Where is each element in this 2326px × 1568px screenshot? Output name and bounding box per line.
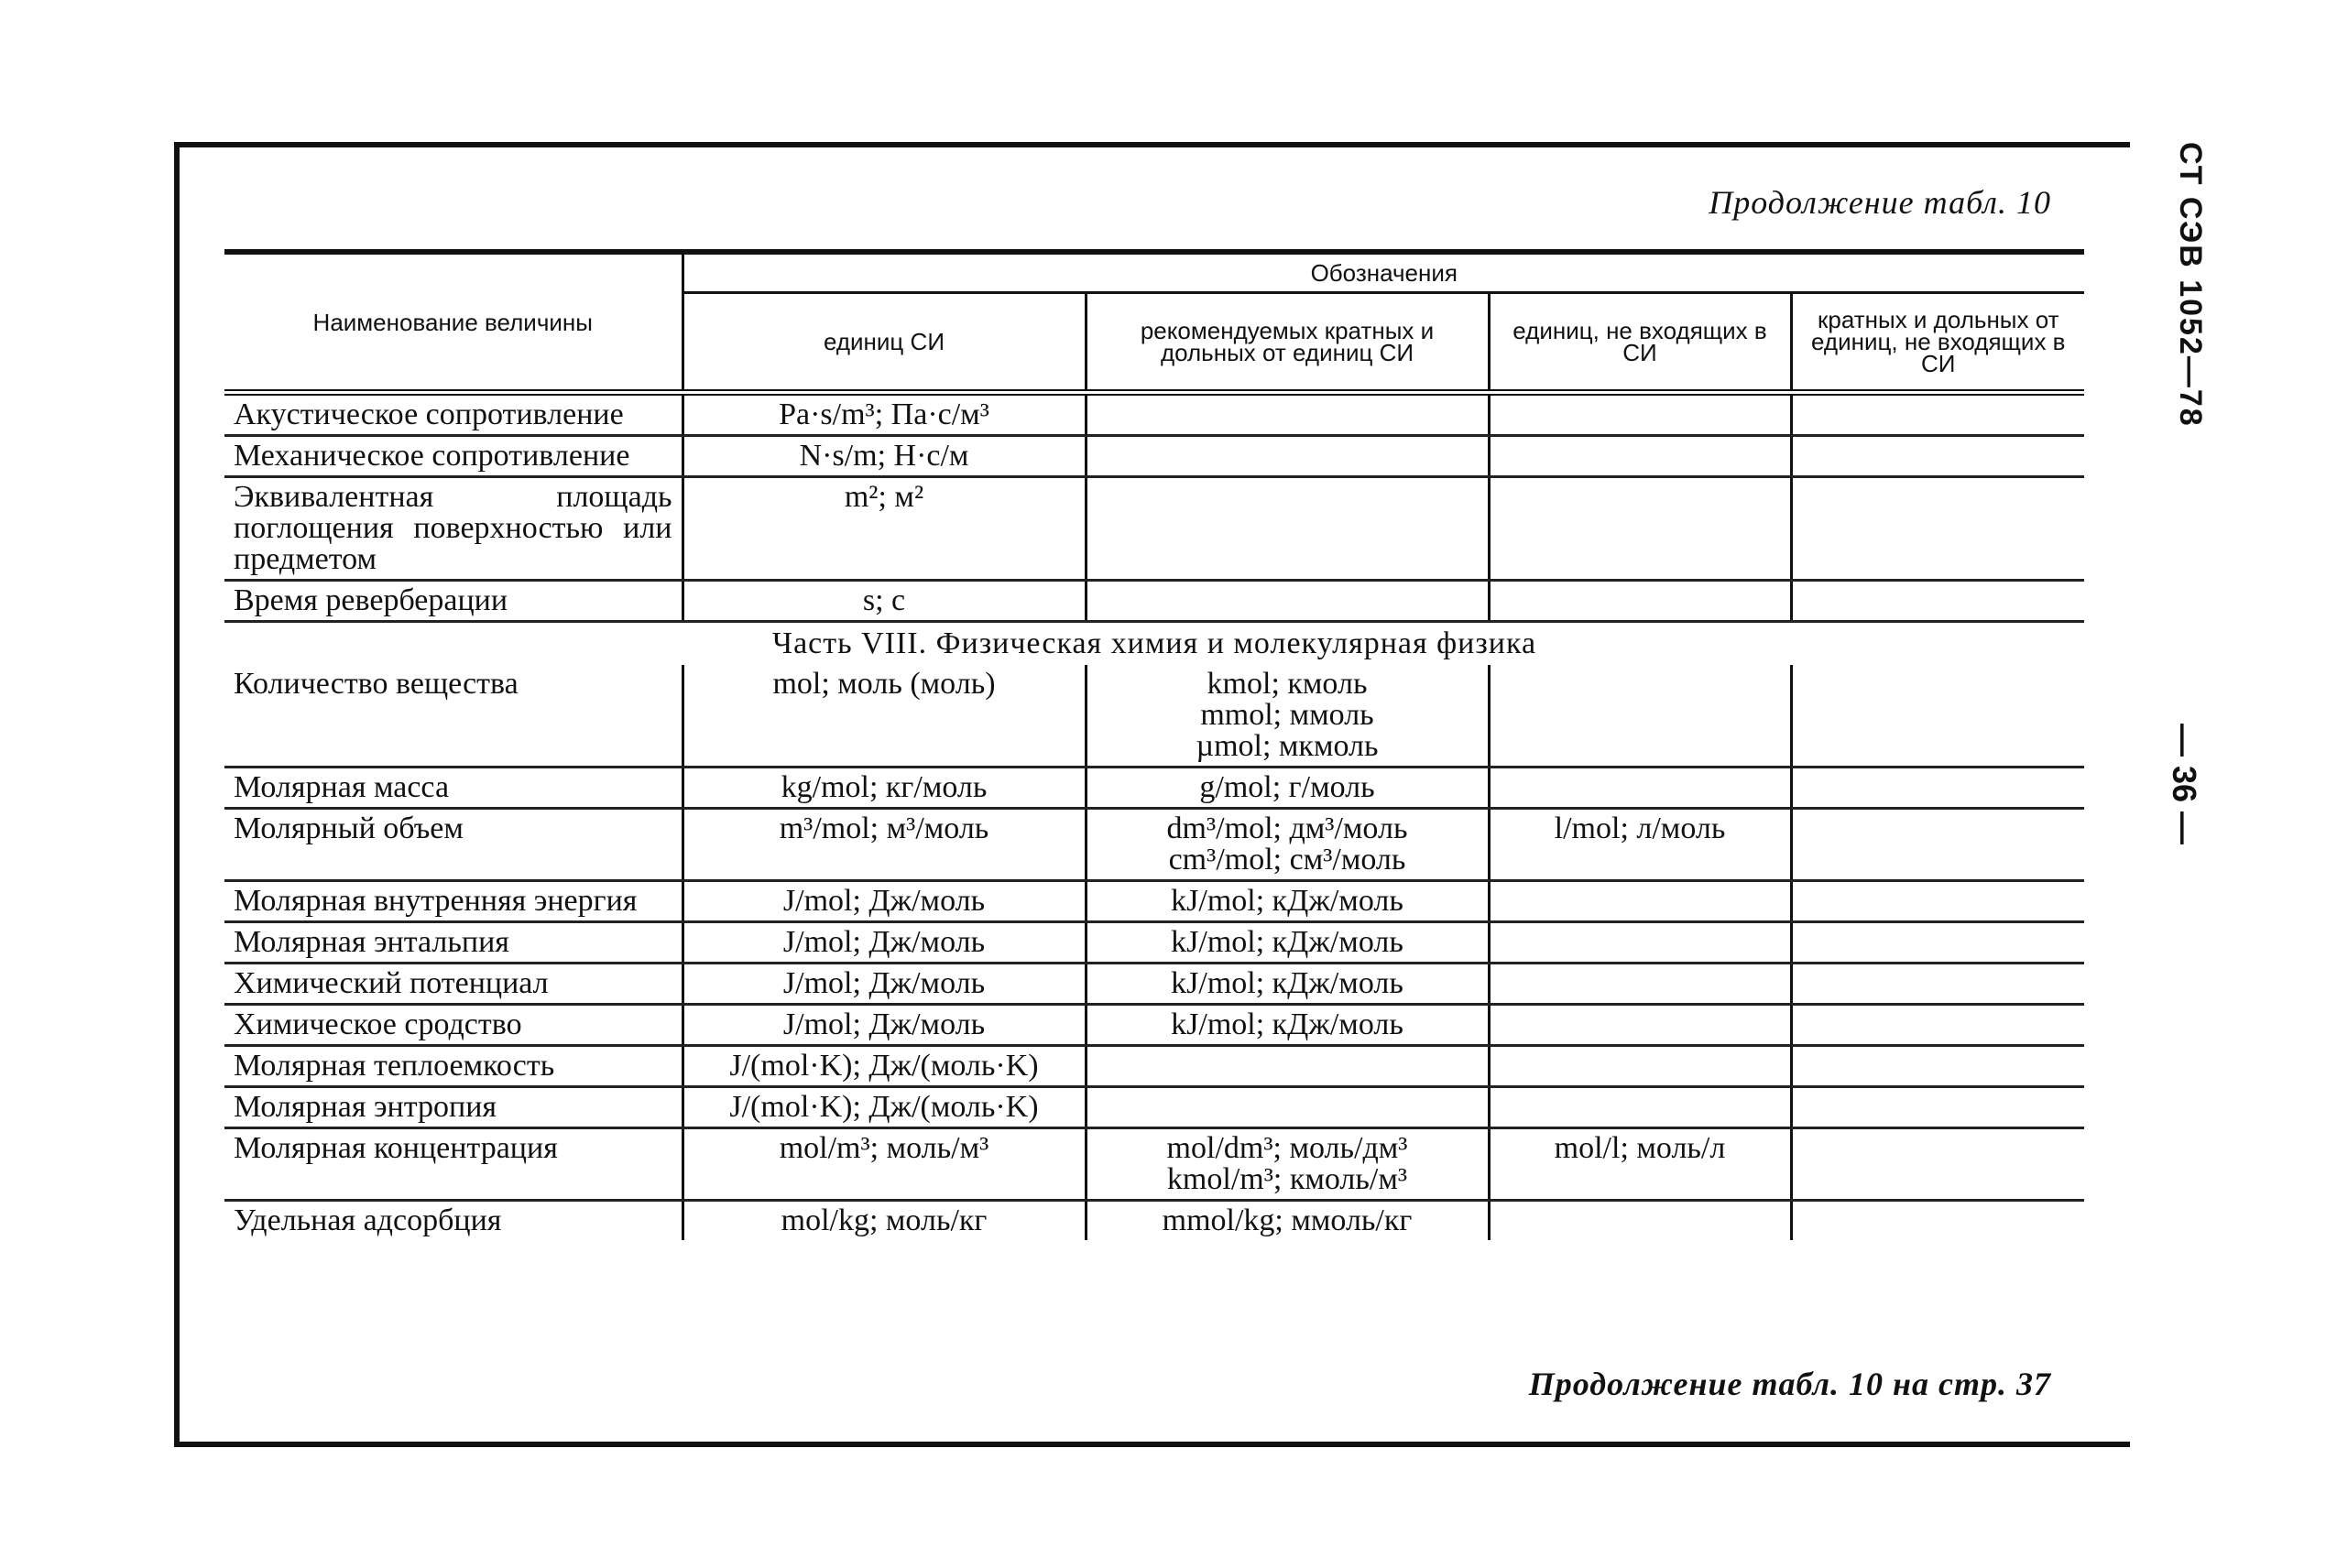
- row-name: Молярный объем: [224, 809, 683, 881]
- units-table: [224, 249, 2084, 1240]
- section-title: Часть VIII. Физическая химия и молекулярная физика: [771, 626, 1537, 660]
- row-recommended: kJ/mol; кДж/моль: [1086, 881, 1489, 922]
- table-row: [224, 477, 2084, 581]
- continued-next-label: Продолжение табл. 10 на стр. 37: [1528, 1366, 2051, 1402]
- table-body-chemistry: [224, 665, 2084, 1240]
- table-body-acoustics: [224, 393, 2084, 622]
- row-name: Химический потенциал: [224, 964, 683, 1005]
- row-si: J/mol; Дж/моль: [683, 922, 1086, 964]
- page-number: — 36 —: [2166, 724, 2203, 845]
- table-row: [224, 665, 2084, 768]
- row-si: kg/mol; кг/моль: [683, 768, 1086, 809]
- row-non-si: [1489, 393, 1791, 436]
- row-non-si-multiples: [1791, 581, 2084, 622]
- row-recommended: [1086, 477, 1489, 581]
- row-non-si: [1489, 768, 1791, 809]
- row-name: Механическое сопротивление: [224, 436, 683, 477]
- row-si: J/mol; Дж/моль: [683, 881, 1086, 922]
- row-non-si: [1489, 1005, 1791, 1046]
- row-non-si: [1489, 964, 1791, 1005]
- row-name: Время реверберации: [224, 581, 683, 622]
- row-si: N·s/m; Н·с/м: [683, 436, 1086, 477]
- table-row: [224, 922, 2084, 964]
- row-name: Молярная концентрация: [224, 1128, 683, 1201]
- row-non-si: [1489, 477, 1791, 581]
- row-non-si: [1489, 922, 1791, 964]
- row-recommended: kJ/mol; кДж/моль: [1086, 1005, 1489, 1046]
- row-si: J/mol; Дж/моль: [683, 1005, 1086, 1046]
- row-name: Молярная внутренняя энергия: [224, 881, 683, 922]
- table-row: [224, 393, 2084, 436]
- row-si: Pa·s/m³; Па·с/м³: [683, 393, 1086, 436]
- continued-label: Продолжение табл. 10: [1709, 184, 2051, 221]
- row-non-si-multiples: [1791, 1005, 2084, 1046]
- row-si: s; с: [683, 581, 1086, 622]
- row-non-si-multiples: [1791, 1201, 2084, 1241]
- row-name: Молярная энтропия: [224, 1087, 683, 1128]
- row-name: Акустическое сопротивление: [224, 393, 683, 436]
- table-row: [224, 1087, 2084, 1128]
- row-non-si-multiples: [1791, 1087, 2084, 1128]
- row-name: Молярная масса: [224, 768, 683, 809]
- row-non-si-multiples: [1791, 964, 2084, 1005]
- table-row: [224, 809, 2084, 881]
- row-recommended: kmol; кмоль mmol; ммоль µmol; мкмоль: [1086, 665, 1489, 768]
- row-non-si-multiples: [1791, 1128, 2084, 1201]
- row-non-si-multiples: [1791, 393, 2084, 436]
- row-recommended: [1086, 393, 1489, 436]
- row-si: J/mol; Дж/моль: [683, 964, 1086, 1005]
- table-row: [224, 964, 2084, 1005]
- row-recommended: mmol/kg; ммоль/кг: [1086, 1201, 1489, 1241]
- row-name: Удельная адсорбция: [234, 1203, 502, 1237]
- row-recommended: mol/dm³; моль/дм³ kmol/m³; кмоль/м³: [1086, 1128, 1489, 1201]
- row-recommended: dm³/mol; дм³/моль cm³/mol; см³/моль: [1086, 809, 1489, 881]
- row-si: m²; м²: [683, 477, 1086, 581]
- row-name: Молярная энтальпия: [224, 922, 683, 964]
- header-non-si-multiples: кратных и дольных от единиц, не входящих в СИ: [1791, 293, 2084, 393]
- row-recommended: [1086, 1046, 1489, 1087]
- row-non-si: [1489, 1087, 1791, 1128]
- table-row: [224, 1201, 2084, 1241]
- row-si: m³/mol; м³/моль: [683, 809, 1086, 881]
- row-name: Эквивалентная площадь поглощения поверхностью или предметом: [224, 477, 683, 581]
- row-si: mol; моль (моль): [683, 665, 1086, 768]
- row-non-si-multiples: [1791, 922, 2084, 964]
- table-row: [224, 1046, 2084, 1087]
- row-non-si-multiples: [1791, 436, 2084, 477]
- row-recommended: g/mol; г/моль: [1086, 768, 1489, 809]
- row-non-si: [1489, 436, 1791, 477]
- row-non-si: [1489, 881, 1791, 922]
- row-recommended: kJ/mol; кДж/моль: [1086, 964, 1489, 1005]
- row-name: Количество вещества: [224, 665, 683, 768]
- row-non-si-multiples: [1791, 809, 2084, 881]
- row-recommended: kJ/mol; кДж/моль: [1086, 922, 1489, 964]
- row-non-si: mol/l; моль/л: [1489, 1128, 1791, 1201]
- section-header: [224, 622, 2084, 666]
- row-recommended: [1086, 1087, 1489, 1128]
- header-recommended: рекомендуемых кратных и дольных от единиц СИ: [1086, 293, 1489, 393]
- header-si: единиц СИ: [683, 293, 1086, 393]
- row-non-si: [1489, 1046, 1791, 1087]
- row-non-si-multiples: [1791, 665, 2084, 768]
- row-recommended: [1086, 436, 1489, 477]
- row-si: J/(mol·K); Дж/(моль·K): [683, 1087, 1086, 1128]
- table-row: [224, 1128, 2084, 1201]
- header-name: Наименование величины: [224, 252, 683, 393]
- row-name: Химическое сродство: [224, 1005, 683, 1046]
- header-group: Обозначения: [683, 252, 2084, 293]
- header-non-si: единиц, не входящих в СИ: [1489, 293, 1791, 393]
- row-si: mol/kg; моль/кг: [683, 1201, 1086, 1241]
- row-non-si-multiples: [1791, 477, 2084, 581]
- row-non-si-multiples: [1791, 881, 2084, 922]
- row-non-si: [1489, 1201, 1791, 1241]
- row-non-si: l/mol; л/моль: [1489, 809, 1791, 881]
- row-name: Молярная теплоемкость: [224, 1046, 683, 1087]
- row-non-si-multiples: [1791, 768, 2084, 809]
- table-row: [224, 436, 2084, 477]
- row-non-si: [1489, 581, 1791, 622]
- row-si: J/(mol·K); Дж/(моль·K): [683, 1046, 1086, 1087]
- table-row: [224, 881, 2084, 922]
- table-row: [224, 581, 2084, 622]
- row-non-si: [1489, 665, 1791, 768]
- row-recommended: [1086, 581, 1489, 622]
- table-row: [224, 1005, 2084, 1046]
- standard-code: СТ СЭВ 1052—78: [2173, 142, 2208, 428]
- table-row: [224, 768, 2084, 809]
- row-si: mol/m³; моль/м³: [683, 1128, 1086, 1201]
- row-non-si-multiples: [1791, 1046, 2084, 1087]
